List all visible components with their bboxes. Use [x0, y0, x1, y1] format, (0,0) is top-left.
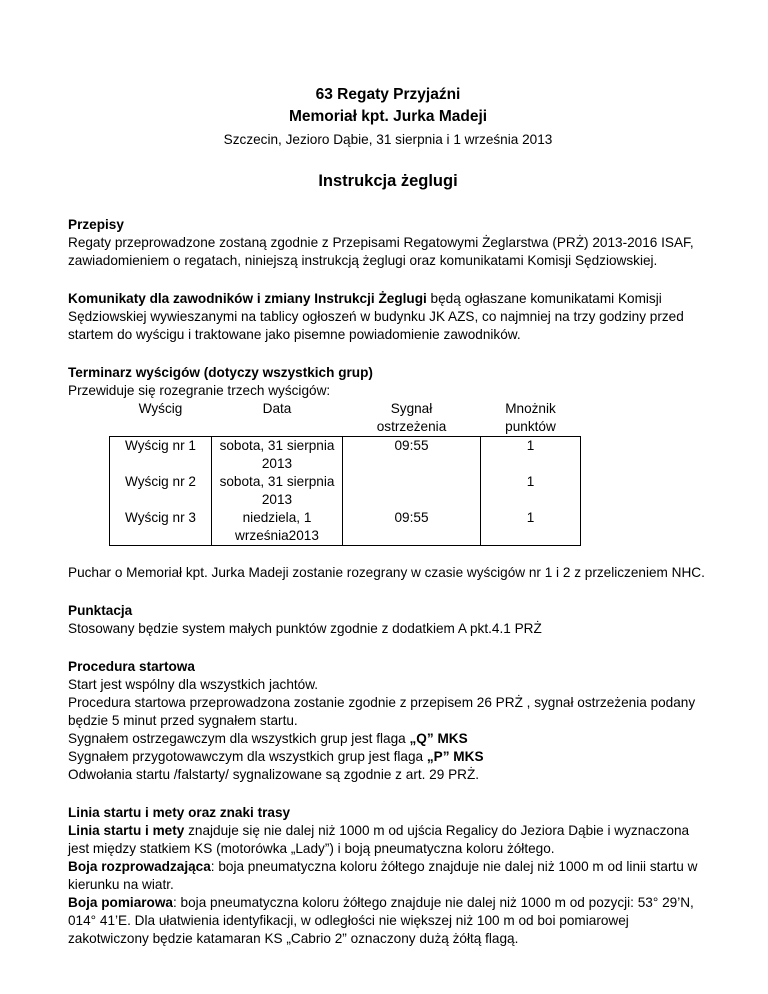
puchar-note: Puchar o Memoriał kpt. Jurka Madeji zostanie rozegrany w czasie wyścigów nr 1 i 2 z przeliczeniem NHC. — [68, 565, 705, 580]
col-header-signal-l2: ostrzeżenia — [376, 419, 447, 434]
memorial-title: Memoriał kpt. Jurka Madeji — [288, 108, 488, 125]
table-row — [110, 473, 581, 509]
flag-p: „P” MKS — [426, 749, 484, 764]
linia-p2 — [68, 858, 708, 894]
multiplier-cell: 1 — [481, 509, 581, 546]
multiplier-cell: 1 — [481, 473, 581, 509]
procedura-line3 — [68, 730, 708, 748]
linia-p2-lead: Boja rozprowadzająca — [68, 859, 211, 874]
section-punktacja — [68, 602, 708, 638]
table-row — [110, 509, 581, 546]
linia-p1-text: znajduje się nie dalej niż 1000 m od ujścia Regalicy do Jeziora Dąbie i wyznaczona jest między statkiem KS (motorówka „Lady”) i boją pneumatyczna koloru żółtego. — [68, 823, 690, 856]
przepisy-body: Regaty przeprowadzone zostaną zgodnie z Przepisami Regatowymi Żeglarstwa (PRŻ) 2013-2016 ISAF, zawiadomieniem o regatach, niniejszą instrukcją żeglugi oraz komunikatami Komisji Sędziowskiej. — [68, 235, 694, 268]
section-komunikaty — [68, 290, 708, 344]
race-cell: Wyścig nr 3 — [110, 509, 212, 546]
signal-cell — [343, 473, 481, 509]
linia-p3-lead: Boja pomiarowa — [68, 895, 173, 910]
col-header-signal-l1: Sygnał — [390, 401, 433, 416]
linia-p1-lead: Linia startu i mety — [68, 823, 185, 838]
col-header-mult-l2: punktów — [505, 419, 556, 434]
linia-p3-text: : boja pneumatyczna koloru żółtego znajduje nie dalej niż 1000 m od pozycji: 53° 29’N, 014° 41’E. Dla ułatwienia identyfikacji, w odległości nie większej niż 100 m od boi pomiarowej zakotwiczony będzie katamaran KS „Cabrio 2” oznaczony dużą żółtą flagą. — [68, 895, 694, 946]
heading-terminarz: Terminarz wyścigów (dotyczy wszystkich grup) — [68, 365, 373, 380]
terminarz-intro: Przewiduje się rozegranie trzech wyścigów: — [68, 383, 331, 398]
date-cell: niedziela, 1 września2013 — [212, 509, 343, 546]
date-cell: sobota, 31 sierpnia 2013 — [212, 437, 343, 474]
procedura-line2: Procedura startowa przeprowadzona zostanie zgodnie z przepisem 26 PRŻ , sygnał ostrzeżenia podany będzie 5 minut przed sygnałem startu. — [68, 695, 696, 728]
section-przepisy — [68, 216, 708, 270]
procedura-line4-text: Sygnałem przygotowawczym dla wszystkich grup jest flaga — [68, 749, 427, 764]
col-header-date: Data — [262, 401, 292, 416]
section-linia — [68, 804, 708, 948]
table-header-row — [110, 400, 581, 437]
col-header-multiplier — [481, 400, 581, 437]
col-header-mult-l1: Mnożnik — [505, 401, 556, 416]
linia-p2-text: : boja pneumatyczna koloru żółtego znajduje nie dalej niż 1000 m od linii startu w kierunku na wiatr. — [68, 859, 698, 892]
race-cell: Wyścig nr 2 — [110, 473, 212, 509]
location-date: Szczecin, Jezioro Dąbie, 31 sierpnia i 1 września 2013 — [223, 132, 553, 147]
punktacja-body: Stosowany będzie system małych punktów zgodnie z dodatkiem A pkt.4.1 PRŻ — [68, 621, 542, 636]
procedura-line4 — [68, 748, 708, 766]
procedura-line5: Odwołania startu /falstarty/ sygnalizowane są zgodnie z art. 29 PRŻ. — [68, 767, 480, 782]
section-terminarz — [68, 364, 708, 582]
heading-przepisy: Przepisy — [68, 217, 124, 232]
procedura-line1: Start jest wspólny dla wszystkich jachtów. — [68, 677, 319, 692]
race-schedule-table — [109, 400, 581, 546]
title-block — [68, 84, 708, 192]
heading-procedura: Procedura startowa — [68, 659, 195, 674]
procedura-line3-text: Sygnałem ostrzegawczym dla wszystkich grup jest flaga — [68, 731, 410, 746]
komunikaty-body: będą ogłaszane komunikatami Komisji Sędziowskiej wywieszanymi na tablicy ogłoszeń w budynku JK AZS, co najmniej na trzy godziny przed startem do wyścigu i traktowane jako pisemne powiadomienie zawodników. — [68, 291, 684, 342]
signal-cell: 09:55 — [343, 509, 481, 546]
table-row — [110, 437, 581, 474]
signal-cell: 09:55 — [343, 437, 481, 474]
section-procedura — [68, 658, 708, 784]
heading-punktacja: Punktacja — [68, 603, 133, 618]
komunikaty-paragraph — [68, 290, 708, 344]
regatta-title: 63 Regaty Przyjaźni — [315, 86, 461, 103]
multiplier-cell: 1 — [481, 437, 581, 474]
race-cell: Wyścig nr 1 — [110, 437, 212, 474]
col-header-signal — [343, 400, 481, 437]
komunikaty-lead: Komunikaty dla zawodników i zmiany Instrukcji Żeglugi — [68, 291, 427, 306]
linia-p1 — [68, 822, 708, 858]
col-header-race: Wyścig — [138, 401, 183, 416]
heading-linia: Linia startu i mety oraz znaki trasy — [68, 805, 291, 820]
document-page — [68, 82, 708, 948]
linia-p3 — [68, 894, 708, 948]
flag-q: „Q” MKS — [409, 731, 468, 746]
date-cell: sobota, 31 sierpnia 2013 — [212, 473, 343, 509]
document-title: Instrukcja żeglugi — [318, 172, 458, 190]
